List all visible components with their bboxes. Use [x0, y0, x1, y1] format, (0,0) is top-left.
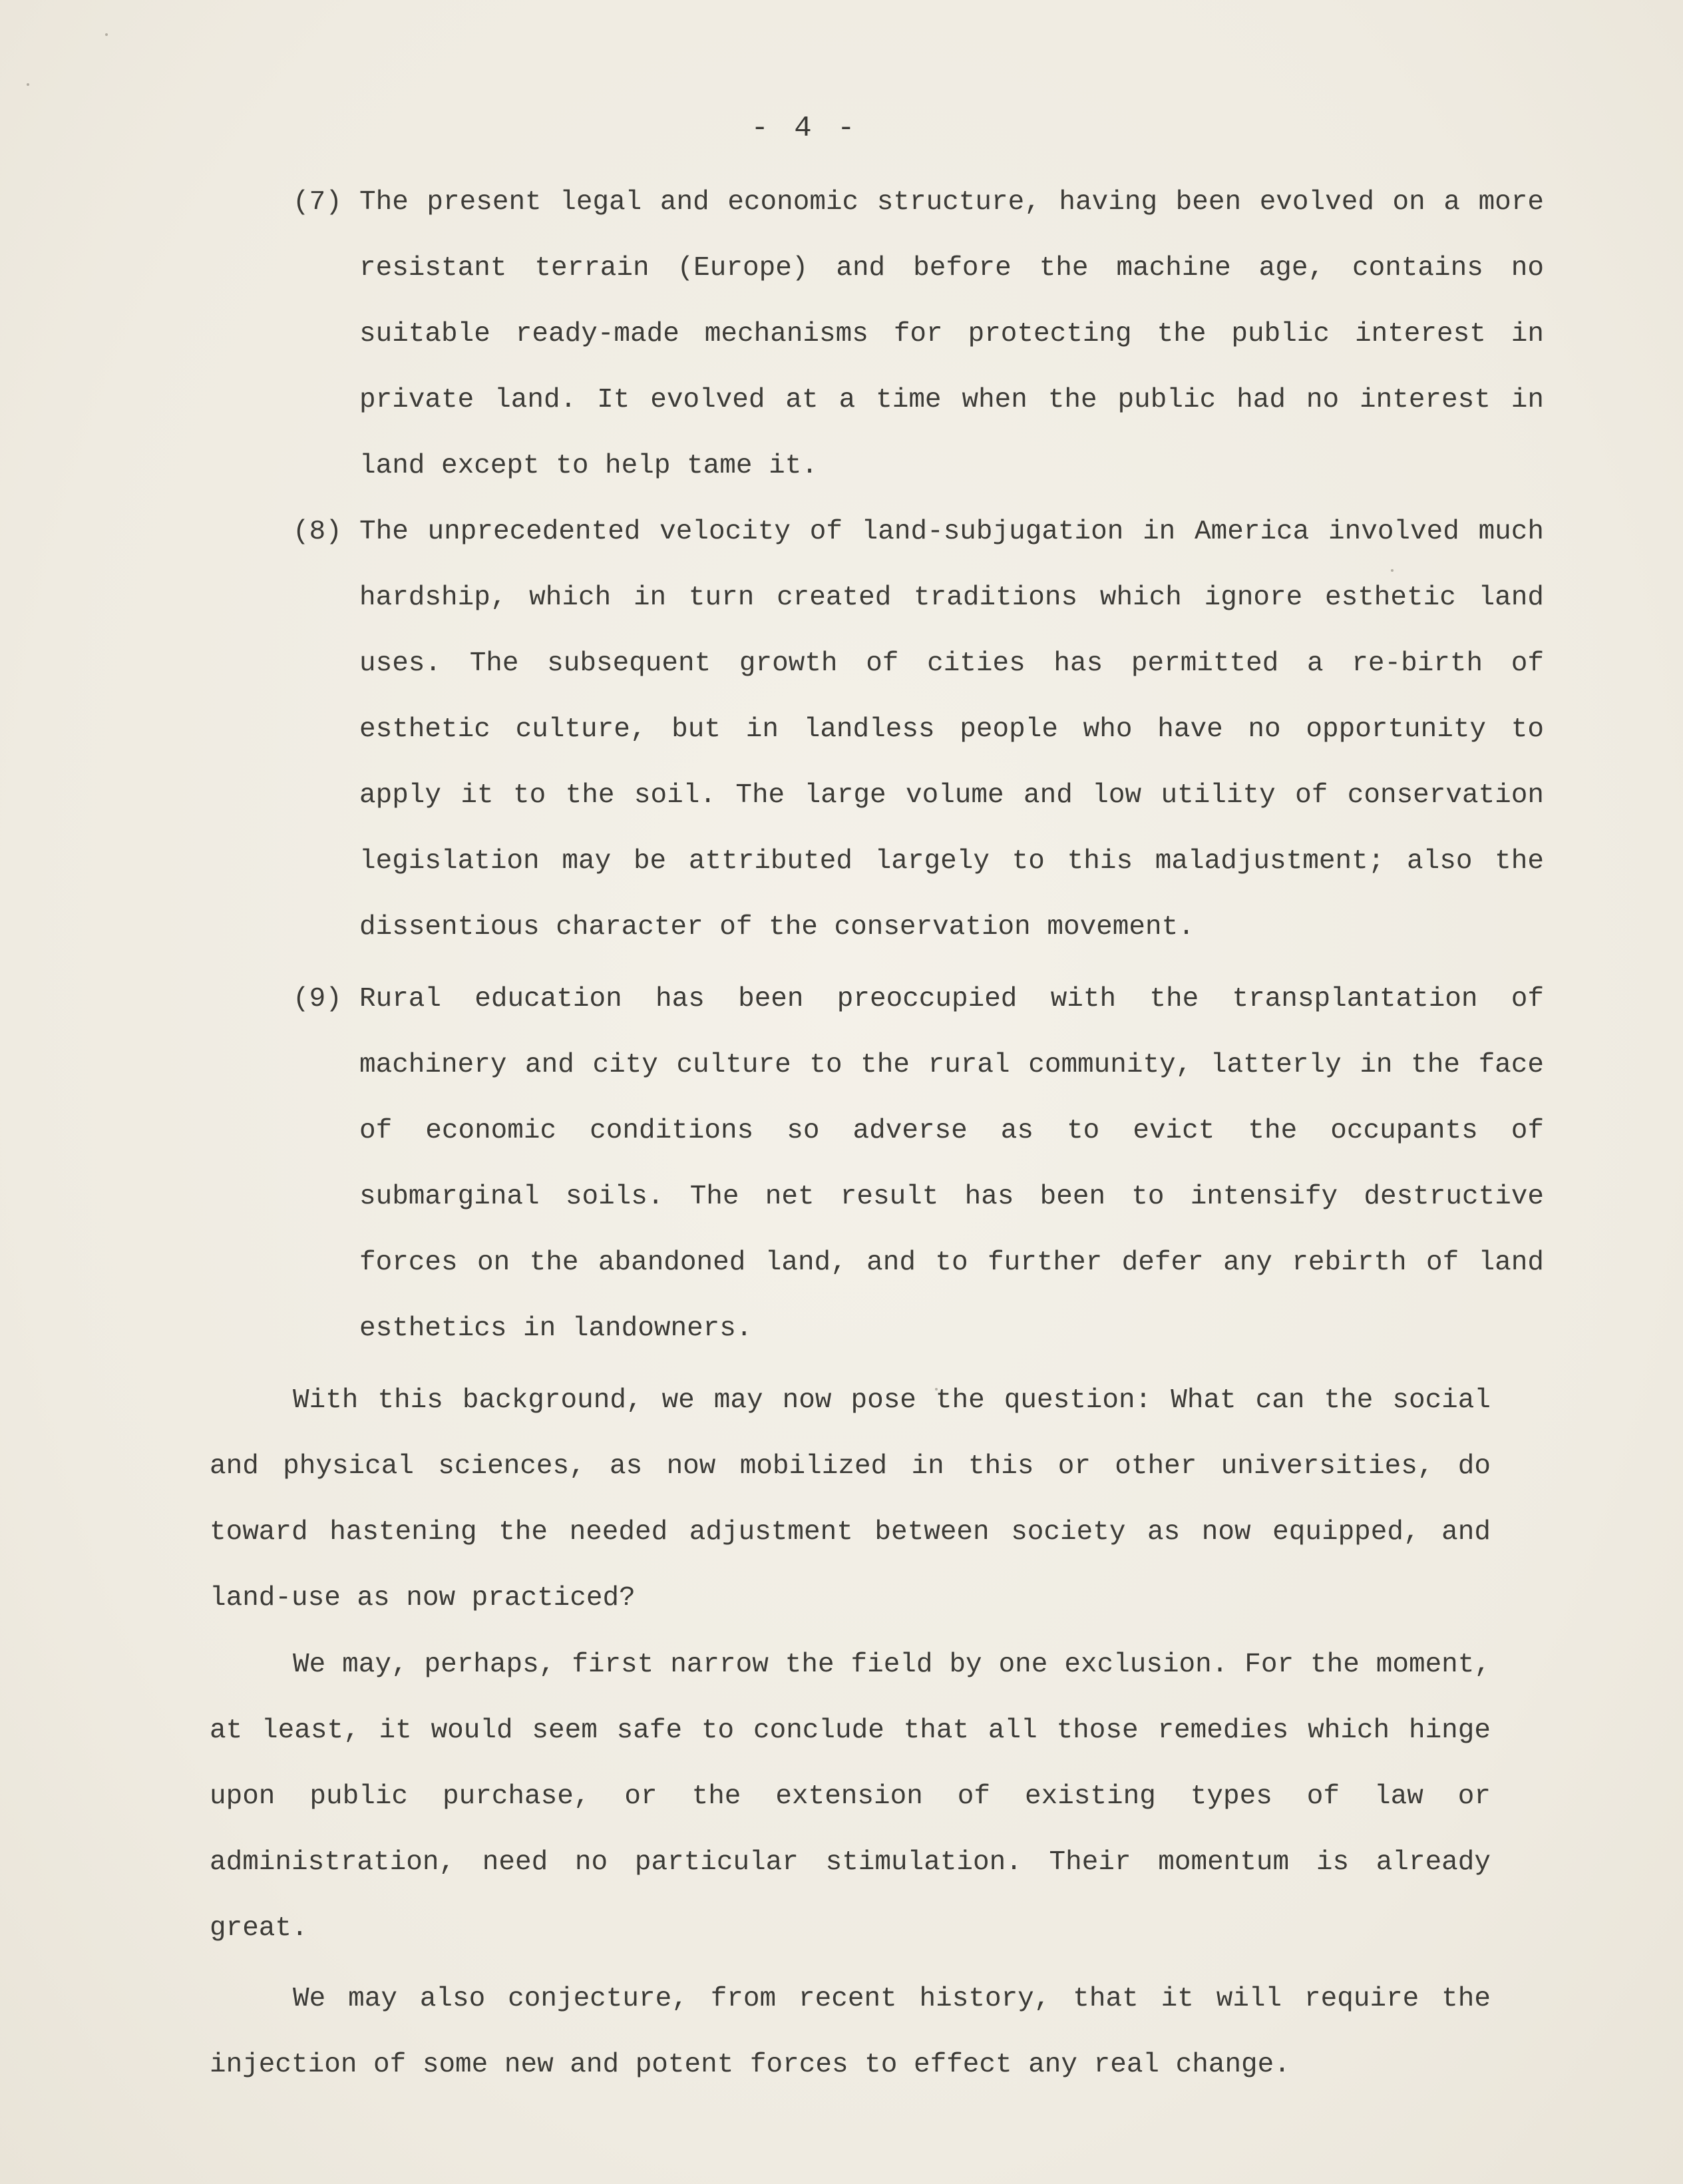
body-paragraph: With this background, we may now pose the question: What can the social and physical sciences, as now mobilized in this or other universities, do toward hastening the needed adjustment between society as now equipped, and land-use as now practiced? — [210, 1385, 1491, 1614]
item-text: The unprecedented velocity of land-subjugation in America involved much hardship, which in turn created traditions which ignore esthetic land uses. The subsequent growth of cities has permitted a re-birth of esthetic culture, but in landless people who have no opportunity to apply it to the soil. The large volume and low utility of conservation legislation may be attributed largely to this maladjustment; also the dissentious character of the conservation movement. — [359, 517, 1544, 943]
paper-speck — [27, 83, 29, 86]
item-number: (9) — [293, 984, 342, 1014]
item-text: The present legal and economic structure, having been evolved on a more resistant terrain (Europe) and before the machine age, contains no suitable ready-made mechanisms for protecting the public interest in private land. It evolved at a time when the public had no interest in land except to help tame it. — [359, 187, 1544, 481]
item-number: (8) — [293, 517, 342, 547]
paper-speck — [105, 33, 108, 36]
body-paragraph: We may also conjecture, from recent history, that it will require the injection of some new and potent forces to effect any real change. — [210, 1984, 1491, 2080]
body-paragraph: We may, perhaps, first narrow the field by one exclusion. For the moment, at least, it would seem safe to conclude that all those remedies which hinge upon public purchase, or the extension of existing types of law or administration, need no particular stimulation. Their momentum is already great. — [210, 1649, 1491, 1944]
page-number: - 4 - — [751, 112, 859, 145]
item-text: Rural education has been preoccupied with the transplantation of machinery and city culture to the rural community, latterly in the face of economic conditions so adverse as to evict the occupants of submarginal soils. The net result has been to intensify destructive forces on the abandoned land, and to further defer any rebirth of land esthetics in landowners. — [359, 984, 1544, 1344]
item-number: (7) — [293, 187, 342, 218]
